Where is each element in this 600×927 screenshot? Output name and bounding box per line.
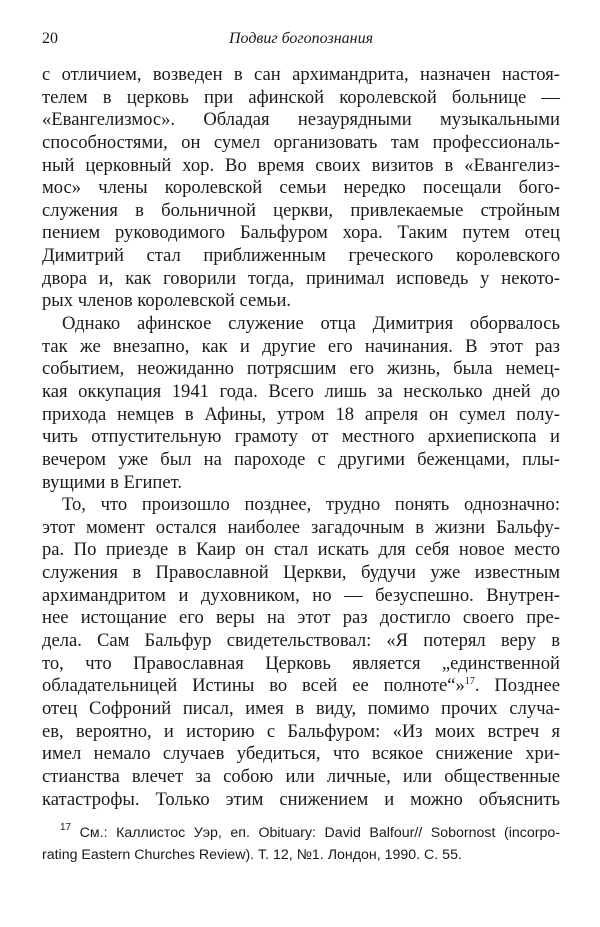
line-text: . Позднее (474, 675, 560, 697)
line-text: этот момент остался наиболее загадочным в жизни Бальфу- (42, 516, 560, 538)
line-text: отец Софроний писал, имея в виду, помимо прочих случа- (42, 697, 560, 719)
line-text: катастрофы. Только этим снижением и можно объяснить (42, 788, 560, 810)
running-title: Подвиг богопознания (228, 30, 374, 47)
text-line (42, 313, 560, 336)
text-line (42, 64, 560, 87)
line-text: чить отпустительную грамоту от местного архиепископа и (42, 426, 560, 448)
text-line (42, 336, 560, 359)
running-header (42, 30, 560, 54)
line-text: имел немало случаев убедиться, что всякое снижение хри- (42, 743, 560, 765)
text-line (42, 132, 560, 155)
text-line (42, 222, 560, 245)
line-text: стианства влечет за собою или личные, или общественные (42, 765, 560, 787)
line-text: То, что произошло позднее, трудно понять однозначно: (62, 494, 560, 516)
footnote-text: См.: Каллистос Уэр, еп. Obituary: David Balfour// Sobornost (incorpo- (71, 825, 560, 841)
text-line (42, 675, 560, 698)
text-line (42, 789, 560, 812)
text-line (42, 426, 560, 449)
text-line (42, 698, 560, 721)
text-line (42, 449, 560, 472)
line-text: Однако афинское служение отца Димитрия оборвалось (62, 313, 560, 335)
line-text: обладательницей Истины во всей ее полноте“» (42, 675, 465, 697)
line-text: рых членов королевской семьи. (42, 290, 292, 312)
text-line (42, 653, 560, 676)
text-line (42, 562, 560, 585)
line-text: событием, неожиданно потрясшим его жизнь, была немец- (42, 358, 560, 380)
line-text: способностями, он сумел организовать там профессиональ- (42, 131, 560, 153)
main-text (42, 64, 560, 811)
text-line (42, 87, 560, 110)
line-text: вущими в Египет. (42, 471, 183, 493)
line-text: «Евангелизмос». Обладая незаурядными музыкальными (42, 109, 560, 131)
footnote (42, 822, 560, 866)
footnote-ref: 17 (464, 676, 475, 688)
text-line (42, 358, 560, 381)
text-line (42, 494, 560, 517)
text-line (42, 404, 560, 427)
line-text: ра. По приезде в Каир он стал искать для себя новое место (42, 539, 560, 561)
line-text: нее истощание его веры на этот раз достигло своего пре- (42, 607, 560, 629)
text-line (42, 245, 560, 268)
text-line (42, 200, 560, 223)
footnote-marker: 17 (60, 822, 72, 833)
line-text: кая оккупация 1941 года. Всего лишь за несколько дней до (42, 380, 560, 402)
line-text: мос» члены королевской семьи нередко посещали бого- (42, 177, 560, 199)
line-text: ев, вероятно, и историю с Бальфуром: «Из моих встреч я (42, 720, 560, 742)
line-text: телем в церковь при афинской королевской больнице — (42, 86, 560, 108)
line-text: Димитрий стал приближенным греческого королевского (42, 245, 560, 267)
line-text: прихода немцев в Афины, утром 18 апреля он сумел полу- (42, 403, 560, 425)
line-text: вечером уже был на пароходе с другими беженцами, плы- (42, 448, 560, 470)
line-text: архимандритом и духовником, но — безуспешно. Внутрен- (42, 584, 560, 606)
footnote-text: rating Eastern Churches Review). Т. 12, №1. Лондон, 1990. С. 55. (42, 847, 462, 863)
text-line (42, 539, 560, 562)
text-line (42, 743, 560, 766)
text-line (42, 155, 560, 178)
text-line (42, 381, 560, 404)
line-text: служения в больничной церкви, привлекаемые стройным (42, 199, 560, 221)
text-line (42, 607, 560, 630)
text-line (42, 472, 560, 495)
text-line (42, 517, 560, 540)
text-line (42, 766, 560, 789)
line-text: служения в Православной Церкви, будучи уже известным (42, 562, 560, 584)
text-line (42, 721, 560, 744)
text-line (42, 290, 560, 313)
footnote-line (42, 822, 560, 844)
text-line (42, 177, 560, 200)
line-text: с отличием, возведен в сан архимандрита, назначен настоя- (42, 64, 560, 85)
line-text: то, что Православная Церковь является „единственной (42, 652, 560, 674)
line-text: дела. Сам Бальфур свидетельствовал: «Я потерял веру в (42, 630, 560, 652)
line-text: ный церковный хор. Во время своих визитов в «Евангелиз- (42, 154, 560, 176)
text-line (42, 585, 560, 608)
line-text: двора и, как говорили тогда, принимал исповедь у некото- (42, 267, 560, 289)
footnote-line (42, 844, 560, 866)
page-number: 20 (42, 30, 58, 47)
text-line (42, 268, 560, 291)
text-line (42, 109, 560, 132)
text-line (42, 630, 560, 653)
line-text: так же внезапно, как и другие его начинания. В этот раз (42, 335, 560, 357)
line-text: пением руководимого Бальфуром хора. Таким путем отец (42, 222, 560, 244)
